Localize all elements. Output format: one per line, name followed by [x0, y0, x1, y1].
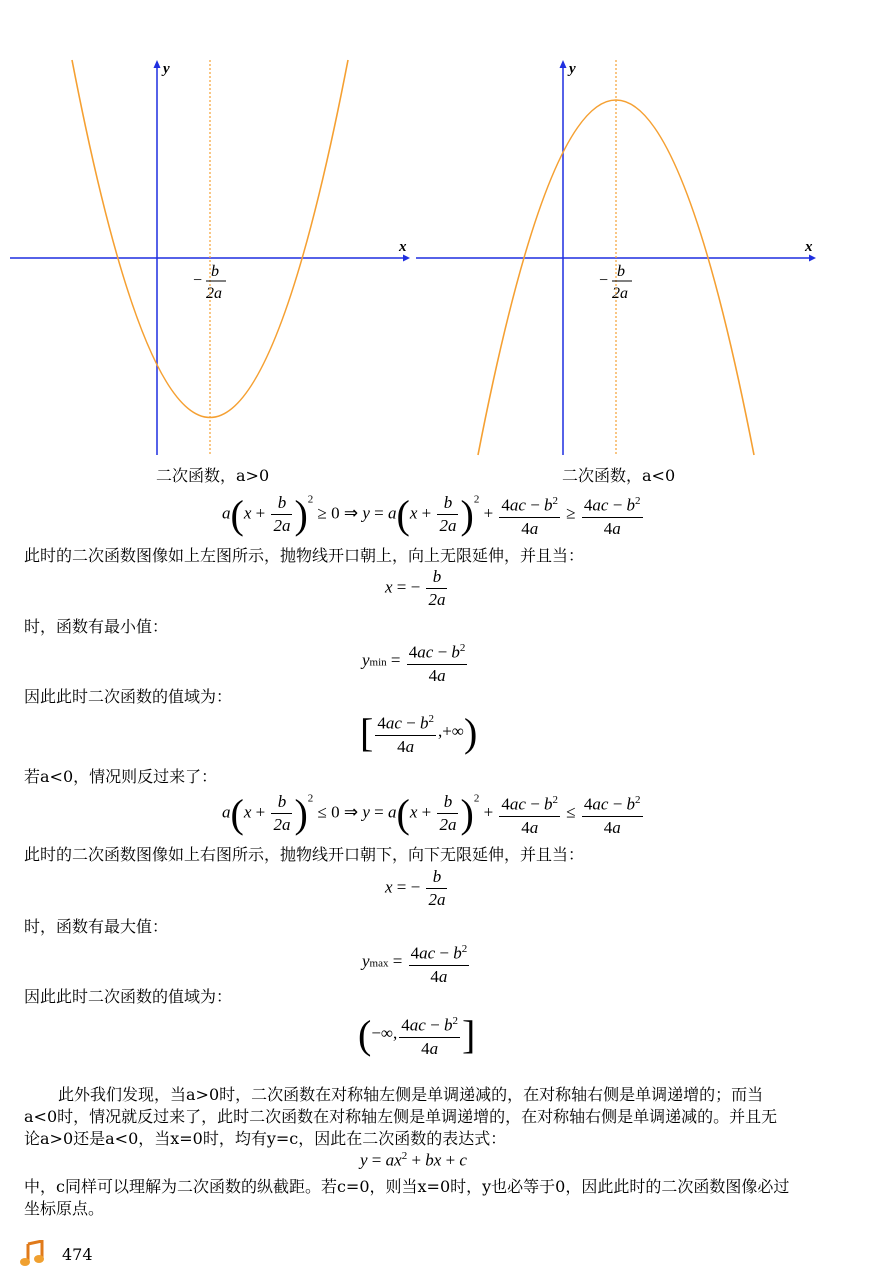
x-axis-arrow	[809, 255, 816, 262]
text-max-value: 时，函数有最大值：	[24, 917, 169, 936]
formula-range-upward: [ $\frac{4ac - b^2}{4a}$ ,+∞)	[360, 709, 478, 756]
axis-minus-sign: −	[193, 272, 203, 289]
text-downward-desc: 此时的二次函数图像如上右图所示，抛物线开口朝下，向下无限延伸，并且当：	[24, 845, 585, 864]
formula-vertex-x-1: x = − $\frac{b}{2a}$	[385, 567, 446, 609]
paragraph-line-4: 中，c同样可以理解为二次函数的纵截距。若c=0，则当x=0时，y也必等于0，因此此时的二次函数图像必过	[24, 1177, 790, 1196]
axis-fraction-num: b	[617, 263, 625, 280]
y-axis-arrow	[154, 60, 161, 68]
graph-upward-parabola	[10, 55, 415, 460]
text-min-value: 时，函数有最小值：	[24, 617, 169, 636]
formula-y-min: ymin = $\frac{4ac - b^2}{4a}$	[362, 637, 469, 687]
page-number: 474	[62, 1245, 93, 1264]
text-range-1: 因此此时二次函数的值域为：	[24, 687, 233, 706]
paragraph-line-3: 论a>0还是a<0，当x=0时，均有y=c，因此在二次函数的表达式：	[24, 1129, 507, 1148]
graph-downward-parabola	[416, 55, 821, 460]
paragraph-line-5: 坐标原点。	[24, 1199, 105, 1218]
axis-minus-sign: −	[599, 272, 609, 289]
formula-y-max: ymax = $\frac{4ac - b^2}{4a}$	[362, 938, 471, 988]
caption-left: 二次函数，a>0	[156, 466, 270, 485]
caption-right: 二次函数，a<0	[562, 466, 676, 485]
y-axis-label: y	[163, 61, 170, 77]
paragraph-line-1: 此外我们发现，当a>0时，二次函数在对称轴左侧是单调递减的，在对称轴右侧是单调递增的；而当	[58, 1085, 764, 1104]
music-note-icon	[18, 1240, 46, 1268]
y-axis-arrow	[560, 60, 567, 68]
text-range-2: 因此此时二次函数的值域为：	[24, 987, 233, 1006]
x-axis-label: x	[805, 239, 813, 255]
formula-quadratic: $y = ax^2$ + bx + c	[360, 1150, 467, 1170]
x-axis-arrow	[403, 255, 410, 262]
formula-range-downward: (−∞, $\frac{4ac - b^2}{4a}$ ]	[358, 1011, 476, 1058]
text-upward-desc: 此时的二次函数图像如上左图所示，抛物线开口朝上，向上无限延伸，并且当：	[24, 546, 585, 565]
formula-inequality-downward: a(x + $\frac{b}{2a}$ )$^2$ ≤ 0 ⇒ y = a(x + $\frac{b}{2a}$ )$^2$ + $\frac{4ac - b^2}{4a}$ ≤ $\frac{4ac - b^2}{4a}$	[222, 790, 641, 837]
text-a-negative: 若a<0，情况则反过来了：	[24, 767, 218, 786]
axis-fraction-den: 2a	[612, 285, 628, 302]
formula-inequality-upward: a(x + $\frac{b}{2a}$ )$^2$ ≥ 0 ⇒ y = a(x + $\frac{b}{2a}$ )$^2$ + $\frac{4ac - b^2}{4a}$ ≥ $\frac{4ac - b^2}{4a}$	[222, 491, 641, 538]
paragraph-line-2: a<0时，情况就反过来了，此时二次函数在对称轴左侧是单调递增的，在对称轴右侧是单调递减的。并且无	[24, 1107, 778, 1126]
axis-fraction-num: b	[211, 263, 219, 280]
y-axis-label: y	[569, 61, 576, 77]
axis-fraction-den: 2a	[206, 285, 222, 302]
x-axis-label: x	[399, 239, 407, 255]
formula-vertex-x-2: x = − $\frac{b}{2a}$	[385, 867, 446, 909]
